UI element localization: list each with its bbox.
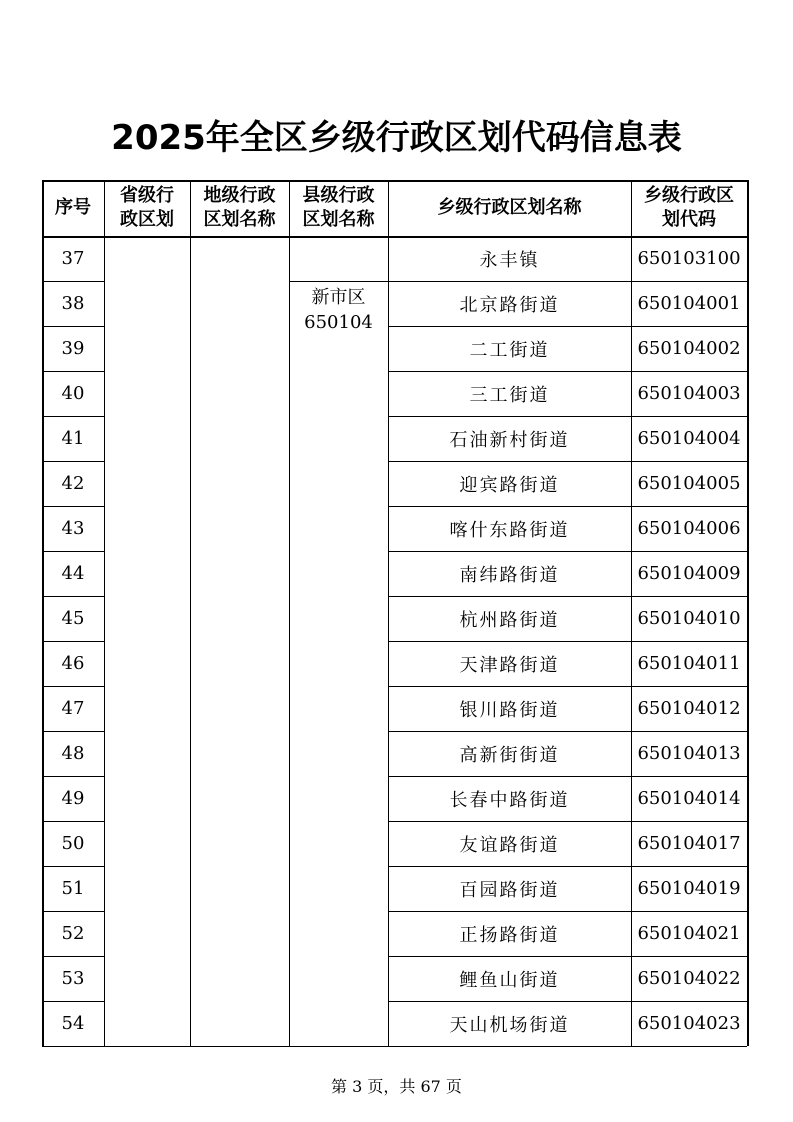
row-township-code-cell: 650104005 [637,473,741,494]
row-township-code-cell: 650104019 [637,878,741,899]
row-township-name-cell: 银川路街道 [459,699,560,721]
header-province [104,180,190,236]
row-township-name-cell: 北京路街道 [459,294,560,316]
row-township-code-cell: 650104017 [637,833,741,854]
row-township-name-cell: 百园路街道 [459,879,560,901]
header-line: 县级行政 [302,185,375,206]
row-seq-cell: 40 [61,383,85,404]
page-footer: 第 3 页，共 67 页 [331,1077,462,1096]
grid-hline [289,281,388,282]
row-township-name-cell: 高新街街道 [459,744,560,766]
row-township-code-cell: 650104021 [637,923,741,944]
row-seq-cell: 38 [61,293,85,314]
row-township-name-cell: 友谊路街道 [459,834,560,856]
header-county-text [303,184,375,232]
header-prefecture [190,180,289,236]
row-seq-cell: 51 [61,878,85,899]
row-seq-cell: 41 [61,428,85,449]
row-township-name-cell: 南纬路街道 [459,564,560,586]
row-township-code-cell: 650104002 [637,338,741,359]
header-township-name [388,180,631,236]
row-township-name-cell: 鲤鱼山街道 [459,969,560,991]
header-line: 省级行 [120,185,174,206]
header-line: 序号 [55,197,91,218]
row-township-name-cell: 正扬路街道 [459,924,560,946]
header-line: 划代码 [662,209,716,230]
header-seq-text [55,196,91,220]
header-township-code-text [644,184,734,232]
header-province-text [120,184,174,232]
header-township-name-text [438,196,582,220]
row-township-name-cell: 天津路街道 [459,654,560,676]
row-township-code-cell: 650104022 [637,968,741,989]
row-township-name-cell: 天山机场街道 [449,1014,570,1036]
row-seq-cell: 45 [61,608,85,629]
row-seq-cell: 49 [61,788,85,809]
row-township-code-cell: 650104006 [637,518,741,539]
page-title: 2025年全区乡级行政区划代码信息表 [111,118,682,158]
row-township-code-cell: 650104004 [637,428,741,449]
header-line: 乡级行政区 [644,185,734,206]
header-prefecture-text [204,184,276,232]
grid-vline [747,180,749,1046]
row-seq-cell: 37 [61,248,85,269]
row-seq-cell: 53 [61,968,85,989]
row-seq-cell: 47 [61,698,85,719]
row-township-code-cell: 650103100 [637,248,741,269]
row-township-name-cell: 喀什东路街道 [449,519,570,541]
county-group-cell [289,285,388,335]
row-seq-cell: 54 [61,1013,85,1034]
row-seq-cell: 39 [61,338,85,359]
row-township-code-cell: 650104023 [637,1013,741,1034]
row-township-name-cell: 杭州路街道 [459,609,560,631]
row-seq-cell: 46 [61,653,85,674]
header-county [289,180,388,236]
grid-hline [42,1046,104,1047]
row-township-code-cell: 650104013 [637,743,741,764]
row-seq-cell: 52 [61,923,85,944]
row-township-name-cell: 长春中路街道 [449,789,570,811]
row-township-code-cell: 650104009 [637,563,741,584]
row-township-code-cell: 650104003 [637,383,741,404]
header-line: 乡级行政区划名称 [437,197,582,218]
row-township-name-cell: 二工街道 [469,339,550,361]
row-township-name-cell: 迎宾路街道 [459,474,560,496]
row-township-code-cell: 650104010 [637,608,741,629]
row-township-code-cell: 650104014 [637,788,741,809]
header-line: 区划名称 [203,209,276,230]
grid-hline [388,1046,747,1047]
row-township-code-cell: 650104001 [637,293,741,314]
row-seq-cell: 43 [61,518,85,539]
row-township-code-cell: 650104011 [637,653,741,674]
header-line: 政区划 [120,209,174,230]
county-name: 新市区 [311,287,366,308]
header-township-code [631,180,747,236]
row-township-name-cell: 永丰镇 [479,249,540,271]
grid-vline [104,180,105,1046]
row-seq-cell: 48 [61,743,85,764]
grid-vline [190,180,191,1046]
header-line: 地级行政 [203,185,276,206]
header-line: 区划名称 [302,209,375,230]
header-seq [42,180,104,236]
row-township-name-cell: 三工街道 [469,384,550,406]
row-seq-cell: 44 [61,563,85,584]
row-township-name-cell: 石油新村街道 [449,429,570,451]
county-code: 650104 [304,312,373,333]
grid-hline [104,1046,388,1047]
row-township-code-cell: 650104012 [637,698,741,719]
row-seq-cell: 42 [61,473,85,494]
row-seq-cell: 50 [61,833,85,854]
